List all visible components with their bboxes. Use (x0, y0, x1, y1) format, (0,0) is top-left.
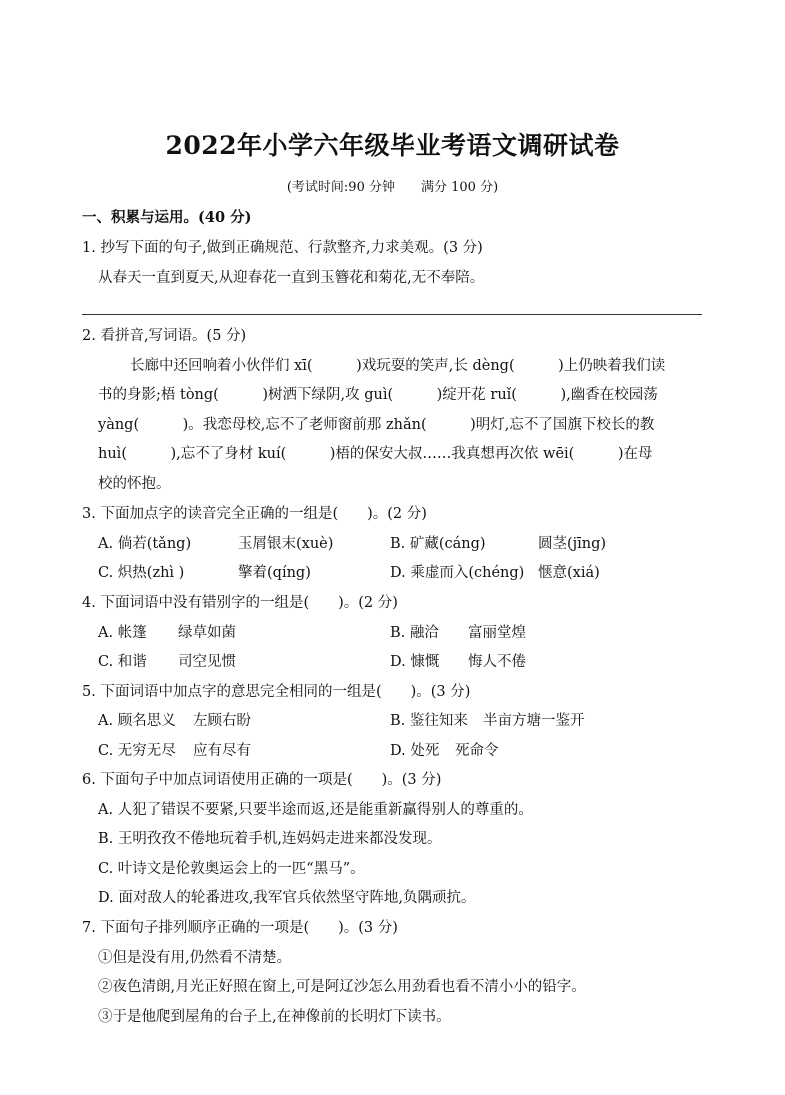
question-7-item: ③于是他爬到屋角的台子上,在神像前的长明灯下读书。 (98, 1009, 451, 1025)
question-2-line: yàng( )。我恋母校,忘不了老师窗前那 zhǎn( )明灯,忘不了国旗下校长的教 (98, 417, 655, 433)
question-7-item: ②夜色清朗,月光正好照在窗上,可是阿辽沙怎么用劲看也看不清小小的铅字。 (98, 979, 586, 995)
option: 擎着(qíng) (238, 565, 311, 581)
question-4-stem: 4. 下面词语中没有错别字的一组是( )。(2 分) (82, 595, 398, 611)
option: 死命令 (455, 743, 499, 759)
option: 司空见惯 (178, 654, 236, 670)
option: 左顾右盼 (193, 713, 251, 729)
writing-line (82, 314, 702, 315)
question-1-text: 从春天一直到夏天,从迎春花一直到玉簪花和菊花,无不奉陪。 (98, 270, 485, 286)
question-5-row (98, 741, 702, 761)
question-1-stem: 1. 抄写下面的句子,做到正确规范、行款整齐,力求美观。(3 分) (82, 240, 483, 256)
question-2-line: 校的怀抱。 (98, 476, 171, 492)
option: B. 融洽 (390, 625, 439, 641)
question-2-line: 书的身影;梧 tòng( )树洒下绿阴,攻 guì( )绽开花 ruǐ( ),幽香在校园荡 (98, 387, 658, 403)
question-3-stem: 3. 下面加点字的读音完全正确的一组是( )。(2 分) (82, 506, 427, 522)
option: C. 无穷无尽 (98, 743, 176, 759)
option: B. 矿藏(cáng) (390, 536, 486, 552)
question-7-stem: 7. 下面句子排列顺序正确的一项是( )。(3 分) (82, 920, 398, 936)
question-2-stem: 2. 看拼音,写词语。(5 分) (82, 328, 247, 344)
question-5-stem: 5. 下面词语中加点字的意思完全相同的一组是( )。(3 分) (82, 684, 471, 700)
option: 应有尽有 (193, 743, 251, 759)
option: A. 帐篷 (98, 625, 147, 641)
option: D. 慷慨 (390, 654, 440, 670)
option: 玉屑银末(xuè) (238, 536, 334, 552)
section-heading: 一、积累与运用。(40 分) (82, 209, 252, 226)
option: D. 处死 (390, 743, 440, 759)
question-5-row (98, 711, 702, 731)
option: 富丽堂煌 (468, 625, 526, 641)
question-6-stem: 6. 下面句子中加点词语使用正确的一项是( )。(3 分) (82, 772, 442, 788)
question-6-option: A. 人犯了错误不要紧,只要半途而返,还是能重新赢得别人的尊重的。 (98, 802, 533, 818)
exam-info: (考试时间:90 分钟 满分 100 分) (286, 180, 499, 195)
option: A. 顾名思义 (98, 713, 176, 729)
question-4-row (98, 623, 702, 643)
option: A. 倘若(tǎng) (98, 536, 192, 552)
question-3-row (98, 534, 702, 554)
option: 半亩方塘一鉴开 (483, 713, 585, 729)
page-title: 2022年小学六年级毕业考语文调研试卷 (165, 131, 620, 160)
option: 惬意(xiá) (538, 565, 600, 581)
question-6-option: B. 王明孜孜不倦地玩着手机,连妈妈走进来都没发现。 (98, 831, 442, 847)
question-2-line: 长廊中还回响着小伙伴们 xī( )戏玩耍的笑声,长 dèng( )上仍映着我们读 (130, 358, 666, 374)
option: 绿草如菌 (178, 625, 236, 641)
option: D. 乘虚而入(chéng) (390, 565, 525, 581)
option: 圆茎(jīng) (538, 536, 607, 552)
question-2-line: huì( ),忘不了身材 kuí( )梧的保安大叔……我真想再次依 wēi( )在母 (98, 446, 653, 462)
option: 悔人不倦 (468, 654, 526, 670)
option: C. 和谐 (98, 654, 147, 670)
option: B. 鉴往知来 (390, 713, 468, 729)
question-6-option: D. 面对敌人的轮番进攻,我军官兵依然坚守阵地,负隅顽抗。 (98, 890, 476, 906)
question-7-item: ①但是没有用,仍然看不清楚。 (98, 950, 292, 966)
option: C. 炽热(zhì ) (98, 565, 185, 581)
question-6-option: C. 叶诗文是伦敦奥运会上的一匹“黑马”。 (98, 861, 365, 877)
question-4-row (98, 652, 702, 672)
question-3-row (98, 563, 702, 583)
